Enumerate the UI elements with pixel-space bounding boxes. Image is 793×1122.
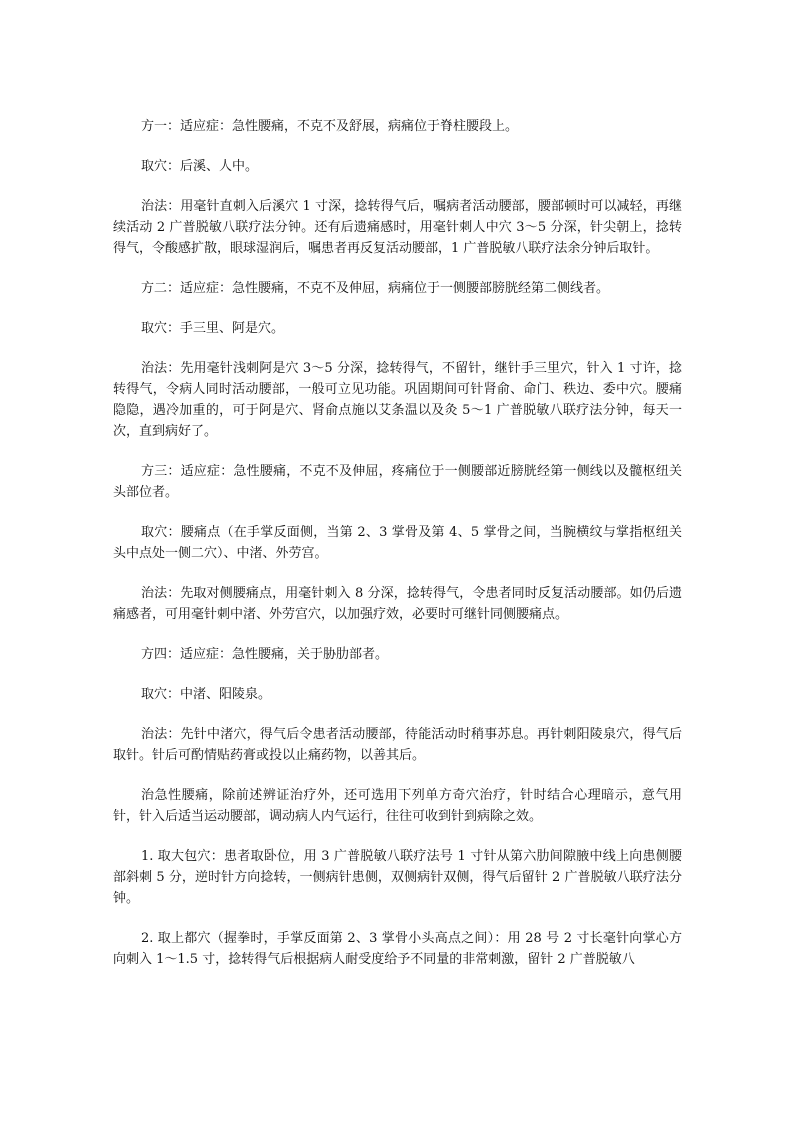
paragraph-item-1-dabao: 1. 取大包穴：患者取卧位，用 3 广普脱敏八联疗法号 1 寸针从第六肋间隙腋中线上向患侧腰部斜刺 5 分，逆时针方向捻转，一侧病针患侧，双侧病针双侧，得气后留针 2 广普脱敏八联疗法分钟。 (113, 849, 682, 906)
paragraph-method-three-treatment: 治法：先取对侧腰痛点，用毫针刺入 8 分深，捻转得气，令患者同时反复活动腰部。如仍后遗痛感者，可用毫针刺中渚、外劳宫穴，以加强疗效，必要时可继针同侧腰痛点。 (113, 586, 682, 622)
document-body (113, 116, 682, 989)
paragraph-method-two-points: 取穴：手三里、阿是穴。 (141, 321, 285, 336)
paragraph-item-2-shangdu: 2. 取上都穴（握拳时，手掌反面第 2、3 掌骨小头高点之间）：用 28 号 2 寸长毫针向掌心方向刺入 1～1.5 寸，捻转得气后根据病人耐受度给予不同量的非常刺激，留针 2 广普脱敏八 (113, 931, 682, 967)
paragraph-method-one-indication: 方一：适应症：急性腰痛，不克不及舒展，病痛位于脊柱腰段上。 (141, 119, 519, 134)
paragraph-method-one-points: 取穴：后溪、人中。 (141, 159, 259, 174)
paragraph-method-two-treatment: 治法：先用毫针浅刺阿是穴 3～5 分深，捻转得气，不留针，继针手三里穴，针入 1 寸许，捻转得气，令病人同时活动腰部，一般可立见功能。巩固期间可针肾俞、命门、秩边、委中穴。腰痛隐隐，遇冷加重的，可于阿是穴、肾俞点施以艾条温以及灸 5～1 广普脱敏八联疗法分钟，每天一次，直到病好了。 (113, 361, 682, 439)
paragraph-method-three-indication: 方三：适应症：急性腰痛，不克不及伸屈，疼痛位于一侧腰部近膀胱经第一侧线以及髋枢纽关头部位者。 (113, 464, 682, 500)
paragraph-method-one-treatment: 治法：用毫针直刺入后溪穴 1 寸深，捻转得气后，嘱病者活动腰部，腰部顿时可以减轻，再继续活动 2 广普脱敏八联疗法分钟。还有后遗痛感时，用毫针刺人中穴 3～5 分深，针尖朝上，捻转得气，令酸感扩散，眼球湿润后，嘱患者再反复活动腰部，1 广普脱敏八联疗法余分钟后取针。 (113, 199, 682, 256)
paragraph-method-four-points: 取穴：中渚、阳陵泉。 (141, 687, 272, 702)
paragraph-method-four-treatment: 治法：先针中渚穴，得气后令患者活动腰部，待能活动时稍事苏息。再针刺阳陵泉穴，得气后取针。针后可酌情贴药膏或投以止痛药物，以善其后。 (113, 727, 682, 763)
paragraph-method-two-indication: 方二：适应症：急性腰痛，不克不及伸屈，病痛位于一侧腰部膀胱经第二侧线者。 (141, 281, 610, 296)
paragraph-method-four-indication: 方四：适应症：急性腰痛，关于胁肋部者。 (141, 647, 389, 662)
paragraph-method-three-points: 取穴：腰痛点（在手掌反面侧，当第 2、3 掌骨及第 4、5 掌骨之间，当腕横纹与掌指枢纽关头中点处一侧二穴）、中渚、外劳宫。 (113, 525, 682, 561)
paragraph-single-formula-intro: 治急性腰痛，除前述辨证治疗外，还可选用下列单方奇穴治疗，针时结合心理暗示，意气用针，针入后适当运动腰部，调动病人内气运行，往往可收到针到病除之效。 (113, 788, 682, 824)
